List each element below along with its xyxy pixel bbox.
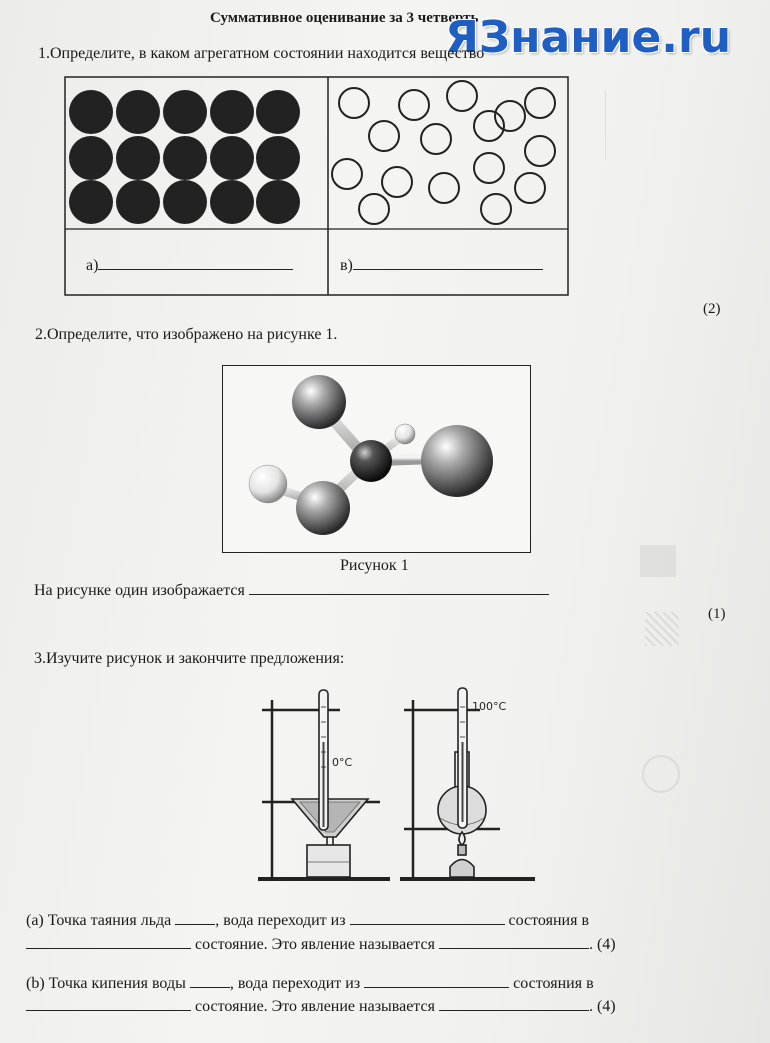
bleed-through-square bbox=[640, 545, 676, 577]
atom-small-hydrogen bbox=[395, 424, 415, 444]
figure-1-answer-prefix: На рисунке один изображается bbox=[34, 582, 245, 599]
melting-boiling-apparatus bbox=[250, 682, 550, 892]
thermometer-right-label: 100°C bbox=[472, 700, 507, 713]
bleed-through-circle bbox=[642, 755, 680, 793]
figure-1-answer-row bbox=[34, 580, 549, 600]
bleed-through-hatch bbox=[645, 612, 679, 646]
sentence-a-text-2: , вода переходит из bbox=[215, 912, 346, 929]
answer-a-blank[interactable] bbox=[98, 255, 293, 270]
sentence-a-blank-1[interactable] bbox=[175, 910, 215, 925]
atom-bottom bbox=[296, 481, 350, 535]
answer-a-row bbox=[86, 255, 293, 275]
question-2-prompt: 2.Определите, что изображено на рисунке 1. bbox=[35, 326, 338, 343]
atom-large bbox=[421, 425, 493, 497]
sentence-b-text-2: , вода переходит из bbox=[229, 975, 361, 992]
atom-central bbox=[350, 440, 392, 482]
atom-top bbox=[292, 375, 346, 429]
figure-1-answer-blank[interactable] bbox=[249, 580, 549, 595]
sentence-b-blank-2[interactable] bbox=[364, 973, 509, 988]
sentence-a-text-3: состояния в bbox=[508, 912, 590, 929]
question-3-prompt: 3.Изучите рисунок и закончите предложения: bbox=[34, 650, 345, 667]
sentence-a-score: . (4) bbox=[588, 936, 616, 953]
sentence-a-text-4: состояние. Это явление называется bbox=[195, 936, 435, 953]
sentence-a-blank-3[interactable] bbox=[26, 934, 191, 949]
answer-a-label: а) bbox=[86, 257, 99, 274]
sentence-b-blank-4[interactable] bbox=[439, 996, 589, 1011]
sentence-a-blank-2[interactable] bbox=[350, 910, 505, 925]
sentence-b-blank-1[interactable] bbox=[190, 973, 230, 988]
figure-1-caption: Рисунок 1 bbox=[340, 557, 409, 574]
answer-b-blank[interactable] bbox=[353, 255, 543, 270]
question-1-prompt: 1.Определите, в каком агрегатном состоянии находится вещество bbox=[38, 45, 485, 62]
sentence-b-score: . (4) bbox=[588, 998, 616, 1015]
question-1-score: (2) bbox=[703, 301, 721, 317]
gas-particles bbox=[332, 81, 555, 224]
site-watermark: ЯЗнание.ru bbox=[445, 12, 732, 63]
sentence-a-line-2 bbox=[26, 934, 616, 954]
sentence-b-line-2 bbox=[26, 996, 616, 1016]
answer-b-label: в) bbox=[340, 257, 353, 274]
sentence-a-blank-4[interactable] bbox=[439, 934, 589, 949]
sentence-b-blank-3[interactable] bbox=[26, 996, 191, 1011]
molecule-model bbox=[223, 366, 530, 552]
figure-1-frame bbox=[222, 365, 531, 553]
sentence-a-text-1: (a) Точка таяния льда bbox=[26, 912, 172, 929]
sentence-a-line-1 bbox=[26, 910, 589, 930]
sentence-b-text-4: состояние. Это явление называется bbox=[195, 998, 435, 1015]
bleed-through-mark bbox=[605, 90, 696, 160]
answer-b-row bbox=[340, 255, 543, 275]
thermometer-left-label: 0°C bbox=[332, 756, 353, 769]
sentence-b-line-1 bbox=[26, 973, 594, 993]
question-2-score: (1) bbox=[708, 606, 726, 622]
sentence-b-text-3: состояния в bbox=[513, 975, 594, 992]
page-title: Суммативное оценивание за 3 четверть bbox=[210, 10, 479, 26]
atom-light bbox=[249, 465, 287, 503]
solid-particles bbox=[69, 90, 300, 224]
sentence-b-text-1: (b) Точка кипения воды bbox=[26, 975, 186, 992]
